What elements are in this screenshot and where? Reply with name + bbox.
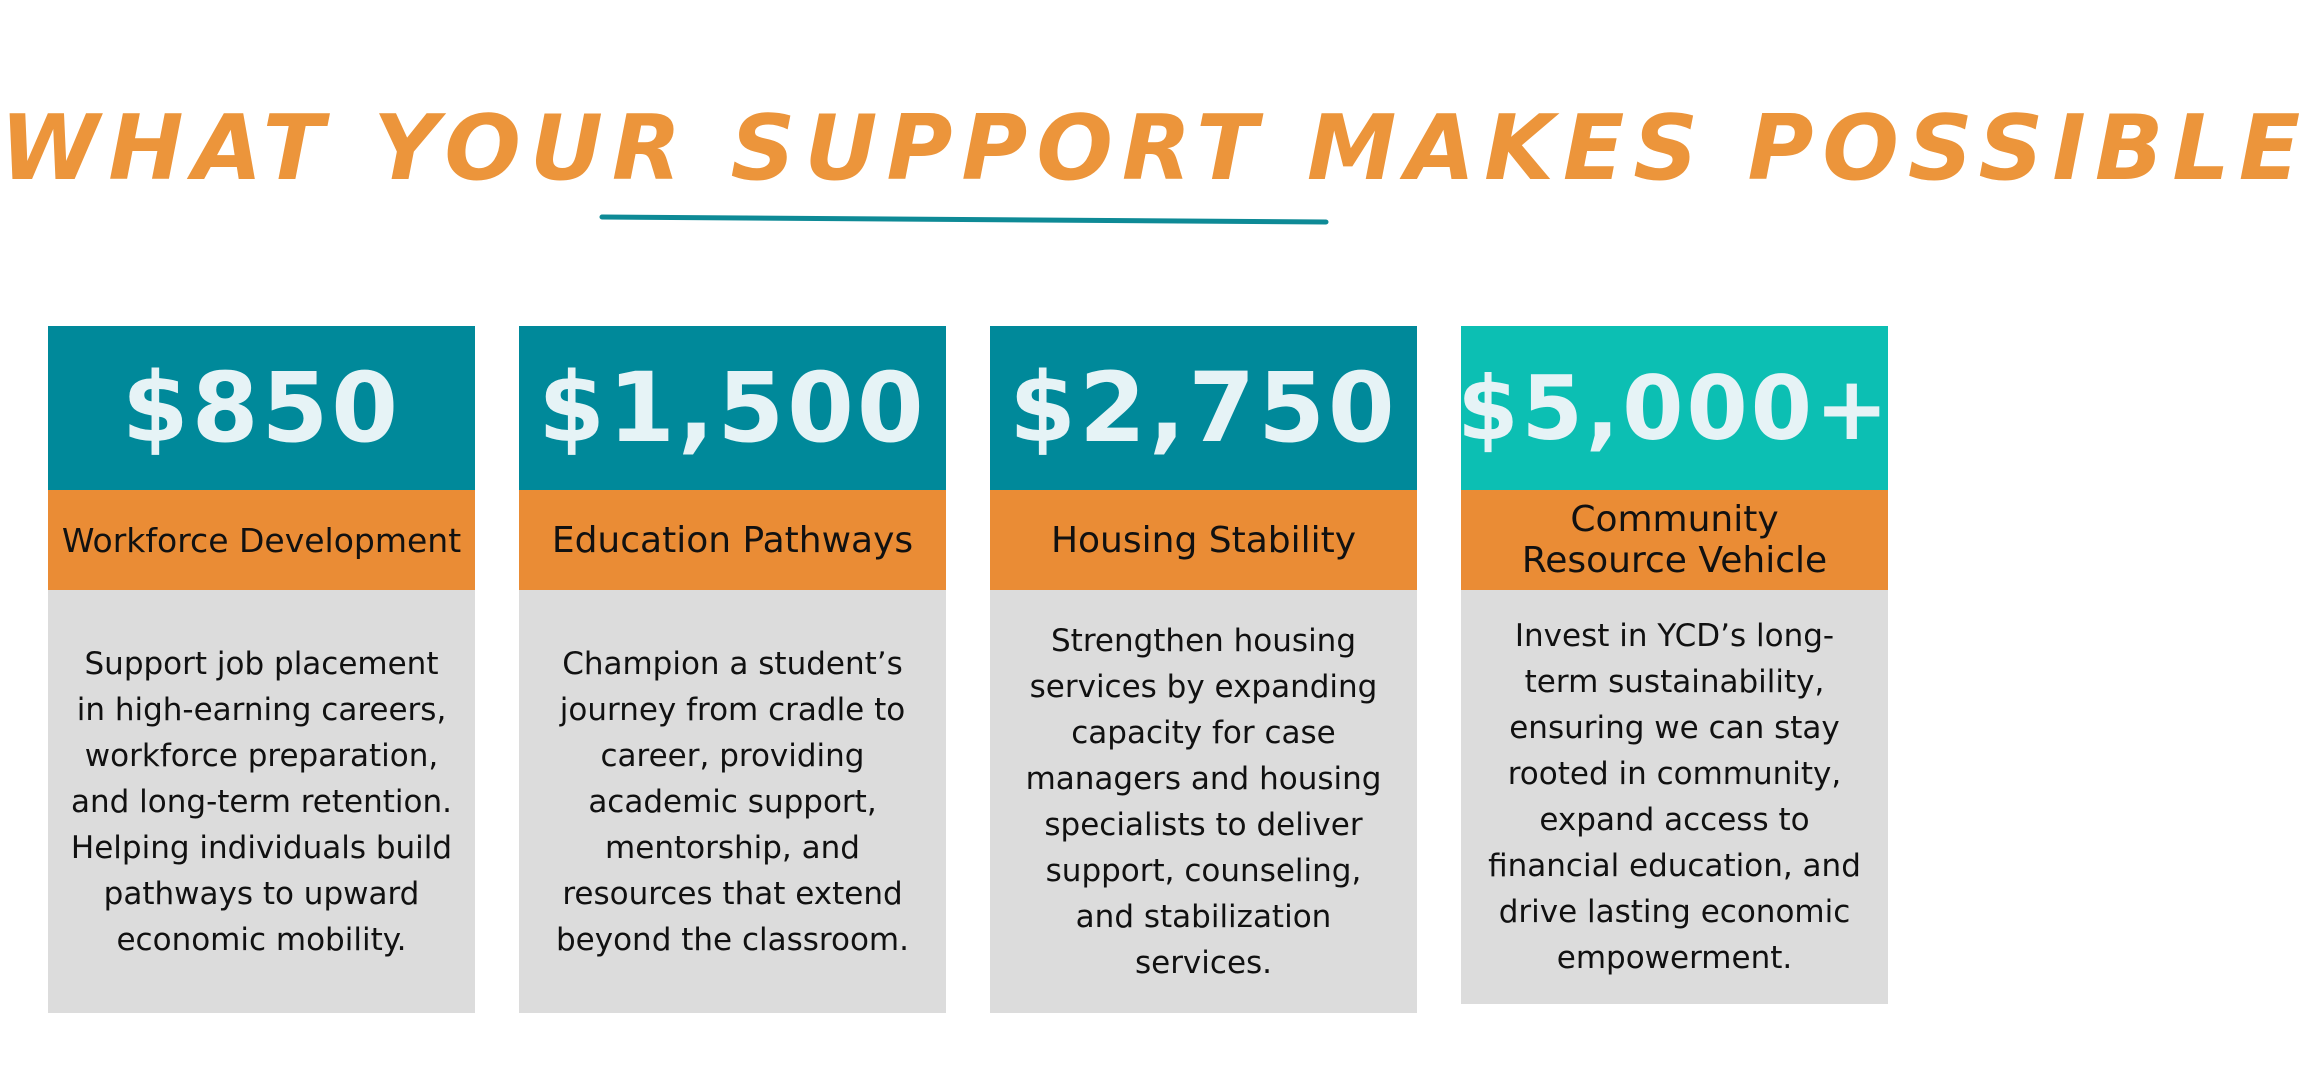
donation-card-education <box>519 326 946 1013</box>
title-underline <box>0 0 2309 260</box>
donation-amount: $2,750 <box>990 326 1417 490</box>
donation-amount: $5,000+ <box>1461 326 1888 490</box>
title-underline-stroke <box>602 217 1326 222</box>
donation-amount: $1,500 <box>519 326 946 490</box>
donation-description <box>519 590 946 1013</box>
page-title: WHAT YOUR SUPPORT MAKES POSSIBLE <box>0 96 2309 201</box>
donation-description-text: Strengthen housing services by expanding capacity for case managers and housing specialists to deliver support, counseling, and stabilization services. <box>1025 622 1382 981</box>
donation-description <box>1461 590 1888 1004</box>
donation-amount: $850 <box>48 326 475 490</box>
donation-label: Education Pathways <box>519 490 946 590</box>
donation-label: Housing Stability <box>990 490 1417 590</box>
donation-label: Workforce Development <box>48 490 475 590</box>
donation-card-housing <box>990 326 1417 1013</box>
donation-description <box>48 590 475 1013</box>
donation-description-text: Support job placement in high-earning careers, workforce preparation, and long-term retention. Helping individuals build pathways to upward economic mobility. <box>70 645 453 958</box>
donation-card-workforce <box>48 326 475 1013</box>
donation-card-community-vehicle <box>1457 326 1892 1004</box>
donation-description <box>990 590 1417 1013</box>
donation-label: Community Resource Vehicle <box>1461 490 1888 590</box>
donation-description-text: Champion a student’s journey from cradle to career, providing academic support, mentorship, and resources that extend beyond the classroom. <box>556 645 909 958</box>
donation-description-text: Invest in YCD’s long-term sustainability, ensuring we can stay rooted in community, expand access to financial education, and drive lasting economic empowerment. <box>1488 618 1861 976</box>
